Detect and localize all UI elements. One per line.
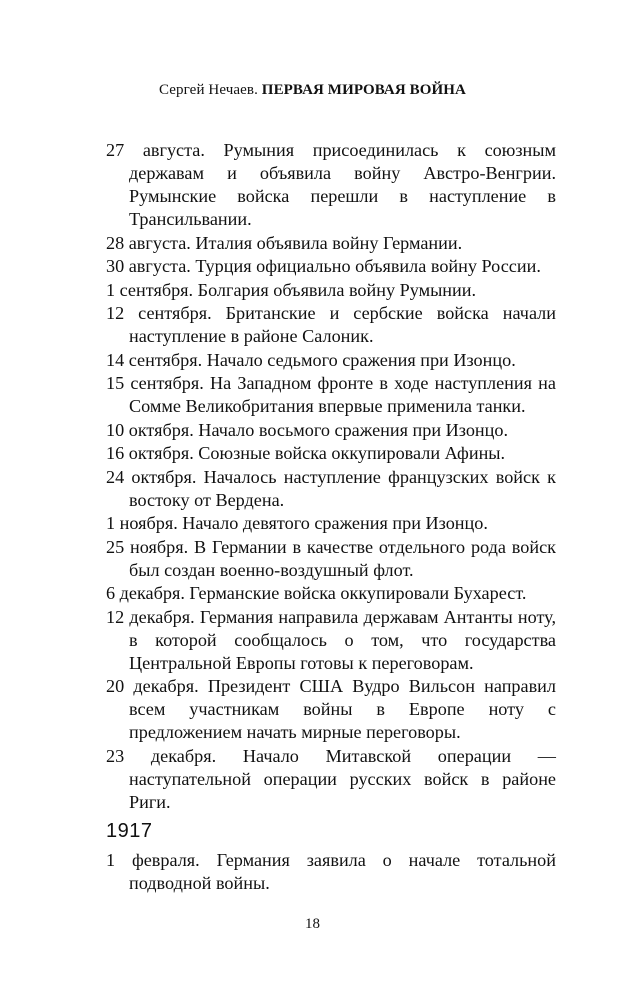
chronology-entry: 12 сентября. Британские и сербские войска начали наступление в районе Салоник.	[106, 303, 556, 346]
chronology-entry: 27 августа. Румыния присоединилась к союзным державам и объявила войну Австро-Венгрии. Румынские войска перешли в наступление в Трансильвании.	[106, 140, 556, 229]
chronology-entry: 20 декабря. Президент США Вудро Вильсон направил всем участникам войны в Европе ноту с предложением начать мирные переговоры.	[106, 676, 556, 742]
chronology-entry: 16 октября. Союзные войска оккупировали Афины.	[106, 443, 506, 463]
chronology-entry: 12 декабря. Германия направила державам Антанты ноту, в которой сообщалось о том, что государства Центральной Европы готовы к переговорам.	[106, 606, 556, 673]
header-book-title: ПЕРВАЯ МИРОВАЯ ВОЙНА	[261, 82, 466, 98]
chronology-entry: 23 декабря. Начало Митавской операции — наступательной операции русских войск в районе Риги.	[106, 745, 556, 812]
chronology-entry: 24 октября. Началось наступление французских войск к востоку от Вердена.	[106, 466, 556, 510]
chronology-list-1916	[106, 139, 556, 814]
running-header	[0, 82, 625, 99]
chronology-entry: 15 сентября. На Западном фронте в ходе наступления на Сомме Великобритания впервые применила танки.	[106, 373, 556, 416]
chronology-entry: 6 декабря. Германские войска оккупировали Бухарест.	[106, 583, 527, 603]
chronology-entry: 1 ноября. Начало девятого сражения при Изонцо.	[106, 513, 488, 533]
chronology-entry: 10 октября. Начало восьмого сражения при Изонцо.	[106, 419, 509, 440]
chronology-entry: 30 августа. Турция официально объявила войну России.	[106, 256, 541, 276]
page-number: 18	[305, 916, 320, 932]
chronology-entry: 28 августа. Италия объявила войну Германии.	[106, 232, 463, 253]
chronology-entry: 25 ноября. В Германии в качестве отдельного рода войск был создан военно-воздушный флот.	[106, 536, 556, 580]
chronology-entry: 1 февраля. Германия заявила о начале тотальной подводной войны.	[106, 850, 556, 893]
chronology-entry: 1 сентября. Болгария объявила войну Румынии.	[106, 279, 477, 300]
chronology-entry: 14 сентября. Начало седьмого сражения при Изонцо.	[106, 349, 516, 370]
chronology-list-1917	[106, 849, 556, 896]
header-author: Сергей Нечаев.	[158, 82, 258, 98]
year-heading: 1917	[106, 820, 153, 842]
